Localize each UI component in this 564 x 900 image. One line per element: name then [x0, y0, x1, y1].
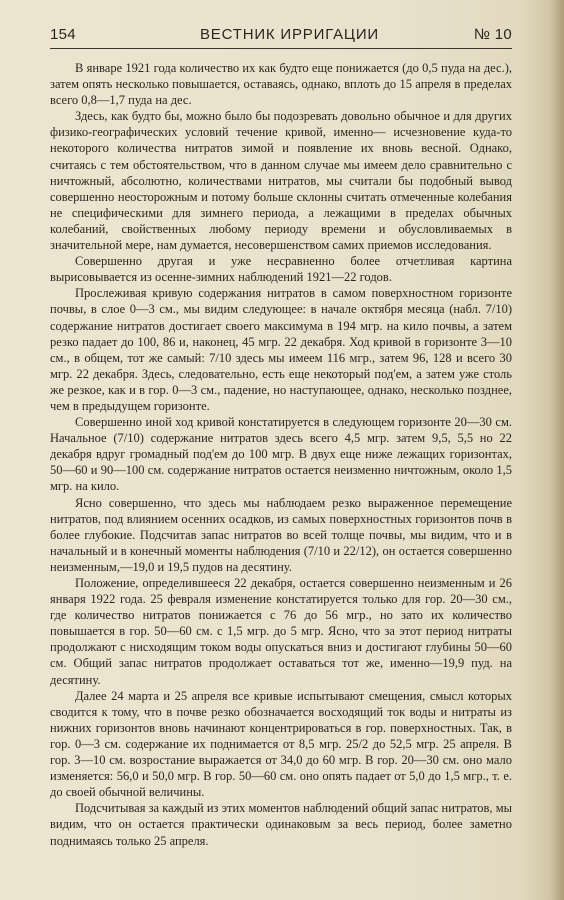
paragraph: В январе 1921 года количество их как будто еще понижается (до 0,5 пуда на дес.), затем опять несколько повышается, оставаясь, однако, вплоть до 15 апреля в пределах всего 0,8—1,7 пуда на дес. [50, 61, 512, 108]
paragraph: Здесь, как будто бы, можно было бы подозревать довольно обычное и для других физико-географических условий течение кривой, именно— исчезновение куда-то некоторого количества нитратов зимой и появление их вновь весной. Однако, считаясь с тем обстоятельством, что в данном случае мы имеем дело сравнительно с ничтожный, абсолютно, количествами нитратов, мы считали бы подобный вывод совершенно неосторожным и потому больше склонны считать отмеченные колебания не специфическими для зимнего периода, а лежащими в пределах обычных колебаний, свойственных любому периоду времени и обусловливаемых в значительной мере, нам думается, несовершенством самих приемов исследования. [50, 109, 512, 253]
paragraph: Подсчитывая за каждый из этих моментов наблюдений общий запас нитратов, мы видим, что он остается практически одинаковым за весь период, более заметно поднимаясь только 25 апреля. [50, 801, 512, 848]
paragraph: Совершенно иной ход кривой констатируется в следующем горизонте 20—30 см. Начальное (7/10) содержание нитратов здесь всего 4,5 мгр. затем 9,5, 5,5 но 22 декабря вдруг громадный под'ем до 100 мгр. В двух еще ниже лежащих горизонтах, 50—60 и 90—100 см. содержание нитратов остается неизменно ничтожным, около 1,5 мгр. на кило. [50, 415, 512, 494]
paragraph: Положение, определившееся 22 декабря, остается совершенно неизменным и 26 января 1922 года. 25 февраля изменение констатируется только для гор. 20—30 см., где количество нитратов понижается с 76 до 56 мгр., но зато их количество повышается в гор. 50—60 см. с 1,5 мгр. до 5 мгр. Ясно, что за этот период нитраты продолжают с нисходящим током воды опускаться вниз и достигают глубины 50—60 см. Общий запас нитратов продолжает оставаться тот же, именно—19,9 пуд. на десятину. [50, 576, 512, 687]
issue-number: № 10 [473, 26, 512, 43]
paragraph: Прослеживая кривую содержания нитратов в самом поверхностном горизонте почвы, в слое 0—3 см., мы видим следующее: в начале октября месяца (набл. 7/10) содержание нитратов достигает своего максимума в 194 мгр. на кило почвы, а затем резко падает до 100, 86 и, наконец, 45 мгр. 22 декабря. Ход кривой в горизонте 3—10 см., в общем, тот же самый: 7/10 здесь мы имеем 116 мгр., затем 96, 128 и всего 30 мгр. 22 декабря. Здесь, следовательно, есть еще некоторый под'ем, а затем уже столь же резкое, как и в гор. 0—3 см., падение, но наступающее, однако, несколько позднее, чем в предыдущем горизонте. [50, 286, 512, 413]
running-header [50, 26, 512, 48]
paragraph: Далее 24 марта и 25 апреля все кривые испытывают смещения, смысл которых сводится к тому, что в почве резко обозначается восходящий ток воды и нитраты из нижних горизонтов вновь начинают концентрироваться в гор. поверхностных. Так, в гор. 0—3 см. содержание их поднимается от 8,5 мгр. 25/2 до 52,5 мгр. 25 апреля. В гор. 3—10 см. возростание выражается от 34,0 до 60 мгр. В гор. 20—30 см. оно мало изменяется: 56,0 и 50,0 мгр. В гор. 50—60 см. оно опять падает от 5,0 до 1,5 мгр., т. е. до своей обычной величины. [50, 688, 512, 800]
paragraph: Совершенно другая и уже несравненно более отчетливая картина вырисовывается из осенне-зимних наблюдений 1921—22 годов. [50, 254, 512, 285]
page-number: 154 [50, 26, 76, 43]
article-body [50, 60, 512, 849]
header-rule [50, 48, 512, 49]
journal-title: ВЕСТНИК ИРРИГАЦИИ [200, 26, 379, 43]
page-edge-shadow [550, 0, 564, 900]
paragraph: Ясно совершенно, что здесь мы наблюдаем резко выраженное перемещение нитратов, под влиянием осенних осадков, из самых поверхностных горизонтов почв в более глубокие. Подсчитав запас нитратов во всей толще почвы, мы видим, что и в начальный и в конечный моменты наблюдения (7/10 и 22/12), он остается совершенно неизменным,—19,0 и 19,5 пудов на десятину. [50, 495, 512, 574]
